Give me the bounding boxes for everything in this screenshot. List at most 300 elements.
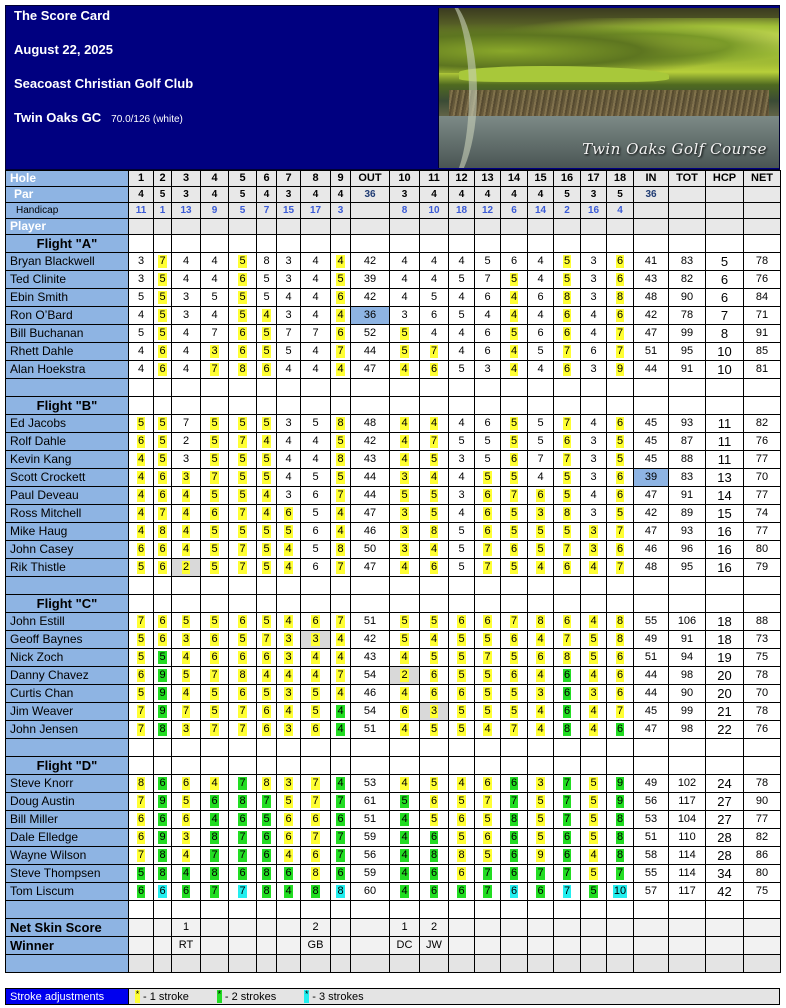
- empty-cell: [501, 379, 528, 397]
- score: 4: [182, 363, 190, 375]
- adjusted-score: 6: [337, 327, 344, 339]
- green-swatch-icon: *: [217, 990, 222, 1003]
- adjusted-score: 4: [401, 435, 408, 447]
- score-cell: [554, 685, 581, 703]
- skin-winner: [351, 937, 390, 955]
- score-cell: [154, 865, 172, 883]
- score: 3: [285, 255, 292, 267]
- empty-cell: [449, 739, 475, 757]
- empty-cell: [172, 379, 201, 397]
- score-cell: [257, 361, 277, 379]
- skin-count: [201, 919, 229, 937]
- score-cell: [201, 415, 229, 433]
- score-cell: [277, 559, 301, 577]
- score: 4: [285, 363, 292, 375]
- score-cell: [277, 289, 301, 307]
- score-cell: [154, 883, 172, 901]
- course-rating: 70.0/126 (white): [111, 114, 183, 125]
- score-cell: [129, 487, 154, 505]
- net-score: 84: [744, 289, 781, 307]
- score: 5: [537, 435, 544, 447]
- adjusted-score: 5: [159, 309, 166, 321]
- adjusted-score: 7: [211, 363, 218, 375]
- par-value: [706, 187, 744, 203]
- par-value: 4: [129, 187, 154, 203]
- empty-cell: [301, 577, 331, 595]
- adjusted-score: 5: [211, 417, 218, 429]
- empty-cell: [581, 379, 607, 397]
- player-row: [6, 703, 781, 721]
- score-cell: [201, 307, 229, 325]
- spacer-row: [6, 739, 781, 757]
- adjusted-score: 7: [510, 615, 518, 627]
- score-cell: [554, 469, 581, 487]
- score-cell: [607, 667, 634, 685]
- empty-cell: [301, 235, 331, 253]
- adjusted-score: 7: [239, 849, 246, 861]
- empty-cell: [501, 757, 528, 775]
- adjusted-score: 5: [510, 525, 518, 537]
- score-cell: [607, 793, 634, 811]
- hole-number: 17: [581, 171, 607, 187]
- empty-cell: [528, 595, 554, 613]
- score-cell: [129, 631, 154, 649]
- score-cell: [501, 649, 528, 667]
- adjusted-score: 6: [484, 525, 491, 537]
- empty-cell: [449, 379, 475, 397]
- player-row: [6, 361, 781, 379]
- score-cell: [390, 613, 420, 631]
- adjusted-score: 7: [616, 705, 624, 717]
- adjusted-score: 5: [430, 723, 438, 735]
- adjusted-score: 8: [159, 723, 166, 735]
- empty-cell: [201, 757, 229, 775]
- adjusted-score: 6: [484, 489, 491, 501]
- net-score: 85: [744, 343, 781, 361]
- adjusted-score: 8: [616, 615, 624, 627]
- empty-cell: [390, 235, 420, 253]
- score-cell: [420, 433, 449, 451]
- score-cell: [581, 559, 607, 577]
- empty-cell: [634, 739, 669, 757]
- score-cell: [277, 685, 301, 703]
- score-cell: [154, 685, 172, 703]
- adjusted-score: 6: [182, 813, 190, 825]
- empty-cell: [129, 757, 154, 775]
- par-row: [6, 187, 781, 203]
- skin-winner: [581, 937, 607, 955]
- empty-cell: [420, 379, 449, 397]
- score-cell: [475, 847, 501, 865]
- adjusted-score: 7: [563, 633, 571, 645]
- empty-cell: [634, 955, 669, 973]
- empty-cell: [331, 235, 351, 253]
- adjusted-score: 5: [159, 435, 166, 447]
- score-cell: [331, 451, 351, 469]
- adjusted-score: 6: [285, 867, 292, 879]
- player-row: [6, 883, 781, 901]
- score-cell: [449, 883, 475, 901]
- adjusted-score: 8: [616, 813, 624, 825]
- empty-cell: [669, 739, 706, 757]
- adjusted-score: 6: [458, 813, 465, 825]
- score-cell: [390, 685, 420, 703]
- score-cell: [172, 883, 201, 901]
- in-total: 51: [634, 829, 669, 847]
- adjusted-score: 5: [537, 831, 544, 843]
- empty-cell: [257, 379, 277, 397]
- adjusted-score: 4: [401, 867, 408, 879]
- score: 4: [590, 309, 597, 321]
- score-cell: [449, 721, 475, 739]
- score-cell: [172, 847, 201, 865]
- out-total: 48: [351, 415, 390, 433]
- adjusted-score: 5: [401, 489, 408, 501]
- skin-count: 1: [172, 919, 201, 937]
- empty-cell: [229, 219, 257, 235]
- adjusted-score: 3: [312, 633, 319, 645]
- score-cell: [528, 361, 554, 379]
- empty-cell: [390, 595, 420, 613]
- skin-winner: [449, 937, 475, 955]
- score-cell: [201, 523, 229, 541]
- score-cell: [154, 793, 172, 811]
- adjusted-score: 6: [510, 849, 518, 861]
- par-value: 5: [607, 187, 634, 203]
- player-name: Rhett Dahle: [6, 343, 129, 361]
- net-score: 82: [744, 415, 781, 433]
- empty-cell: [669, 235, 706, 253]
- score-cell: [449, 703, 475, 721]
- score-cell: [229, 289, 257, 307]
- score-cell: [607, 469, 634, 487]
- out-total: 39: [351, 271, 390, 289]
- adjusted-score: 5: [137, 633, 145, 645]
- adjusted-score: 7: [563, 777, 571, 789]
- score-cell: [607, 271, 634, 289]
- course-name: Twin Oaks GC: [14, 110, 102, 125]
- adjusted-score: 5: [263, 417, 270, 429]
- score-cell: [277, 865, 301, 883]
- score-cell: [501, 685, 528, 703]
- par-value: 4: [420, 187, 449, 203]
- score-cell: [449, 415, 475, 433]
- score-cell: [301, 775, 331, 793]
- score: 4: [211, 309, 218, 321]
- adjusted-score: 8: [616, 291, 624, 303]
- empty-cell: [420, 955, 449, 973]
- score-cell: [331, 829, 351, 847]
- player-name: Steve Knorr: [6, 775, 129, 793]
- empty-cell: [331, 219, 351, 235]
- adjusted-score: 3: [285, 723, 292, 735]
- net-skin-row: [6, 919, 781, 937]
- adjusted-score: 3: [590, 525, 597, 537]
- score: 5: [537, 417, 544, 429]
- par-value: 36: [351, 187, 390, 203]
- score-cell: [129, 343, 154, 361]
- adjusted-score: 5: [590, 867, 597, 879]
- adjusted-score: 5: [137, 867, 145, 879]
- score-cell: [449, 487, 475, 505]
- score-cell: [229, 865, 257, 883]
- score-cell: [607, 883, 634, 901]
- skin-count: [277, 919, 301, 937]
- empty-cell: [154, 595, 172, 613]
- empty-cell: [581, 757, 607, 775]
- player-name: Danny Chavez: [6, 667, 129, 685]
- adjusted-score: 4: [285, 615, 292, 627]
- hole-number: 15: [528, 171, 554, 187]
- in-total: 45: [634, 451, 669, 469]
- adjusted-score: 6: [239, 273, 246, 285]
- adjusted-score: 9: [616, 795, 624, 807]
- score-cell: [201, 847, 229, 865]
- empty-cell: [501, 955, 528, 973]
- empty-cell: [229, 757, 257, 775]
- empty-cell: [607, 739, 634, 757]
- adjusted-score: 6: [458, 867, 465, 879]
- adjusted-score: 8: [563, 291, 571, 303]
- skin-count: [706, 919, 744, 937]
- adjusted-score: 7: [312, 777, 319, 789]
- score: 7: [211, 327, 218, 339]
- score-cell: [528, 685, 554, 703]
- adjusted-score: 6: [430, 867, 438, 879]
- score-cell: [154, 433, 172, 451]
- score-cell: [172, 271, 201, 289]
- score-cell: [501, 415, 528, 433]
- skin-winner: [331, 937, 351, 955]
- score-cell: [201, 721, 229, 739]
- adjusted-score: 6: [137, 831, 145, 843]
- score-cell: [475, 271, 501, 289]
- empty-cell: [154, 235, 172, 253]
- adjusted-score: 5: [263, 471, 270, 483]
- score-cell: [277, 343, 301, 361]
- hole-number: 10: [390, 171, 420, 187]
- score-cell: [475, 865, 501, 883]
- score-cell: [475, 325, 501, 343]
- skin-count: [351, 919, 390, 937]
- score-cell: [554, 613, 581, 631]
- adjusted-score: 6: [239, 615, 246, 627]
- score: 4: [312, 435, 319, 447]
- adjusted-score: 8: [337, 543, 344, 555]
- out-total: 56: [351, 847, 390, 865]
- score-cell: [257, 613, 277, 631]
- score-cell: [172, 505, 201, 523]
- in-total: 46: [634, 541, 669, 559]
- score-cell: [475, 613, 501, 631]
- adjusted-score: 4: [285, 669, 292, 681]
- hole-number: 9: [331, 171, 351, 187]
- out-total: 44: [351, 343, 390, 361]
- empty-cell: [331, 901, 351, 919]
- empty-cell: [634, 219, 669, 235]
- skin-winner: [744, 937, 781, 955]
- score-cell: [554, 361, 581, 379]
- adjusted-score: 7: [137, 723, 145, 735]
- in-total: 53: [634, 811, 669, 829]
- player-row: [6, 847, 781, 865]
- adjusted-score: 6: [458, 687, 465, 699]
- empty-cell: [744, 397, 781, 415]
- adjusted-score: 4: [337, 705, 344, 717]
- score-cell: [154, 721, 172, 739]
- adjusted-score: 6: [563, 363, 571, 375]
- empty-cell: [475, 595, 501, 613]
- legend-two-strokes: * - 2 strokes: [217, 989, 277, 1003]
- out-total: 42: [351, 289, 390, 307]
- adjusted-score: 7: [159, 507, 166, 519]
- adjusted-score: 5: [590, 633, 597, 645]
- score-cell: [475, 361, 501, 379]
- score: 7: [182, 417, 190, 429]
- score-cell: [607, 703, 634, 721]
- out-total: 50: [351, 541, 390, 559]
- empty-cell: [201, 219, 229, 235]
- hole-handicap: 16: [581, 203, 607, 219]
- empty-cell: [634, 757, 669, 775]
- score: 5: [458, 363, 465, 375]
- empty-cell: [554, 595, 581, 613]
- adjusted-score: 5: [337, 471, 344, 483]
- adjusted-score: 5: [510, 507, 518, 519]
- adjusted-score: 6: [159, 615, 166, 627]
- adjusted-score: 6: [137, 543, 145, 555]
- score-cell: [257, 487, 277, 505]
- adjusted-score: 5: [263, 687, 270, 699]
- adjusted-score: 5: [159, 417, 166, 429]
- score-cell: [301, 667, 331, 685]
- adjusted-score: 4: [263, 507, 270, 519]
- score-cell: [501, 829, 528, 847]
- empty-cell: [154, 379, 172, 397]
- adjusted-score: 5: [430, 615, 438, 627]
- score-cell: [390, 325, 420, 343]
- player-handicap: 5: [706, 253, 744, 271]
- adjusted-score: 6: [616, 687, 624, 699]
- total-score: 91: [669, 631, 706, 649]
- score-cell: [172, 253, 201, 271]
- adjusted-score: 8: [337, 417, 344, 429]
- score-cell: [475, 307, 501, 325]
- hole-handicap: [351, 203, 390, 219]
- adjusted-score: 6: [458, 885, 465, 897]
- hole-handicap: 6: [501, 203, 528, 219]
- total-score: 110: [669, 829, 706, 847]
- score-cell: [257, 847, 277, 865]
- spacer-label: [6, 577, 129, 595]
- adjusted-score: 8: [458, 849, 465, 861]
- score-cell: [420, 721, 449, 739]
- player-handicap: 24: [706, 775, 744, 793]
- player-handicap: 11: [706, 433, 744, 451]
- skin-count: [744, 919, 781, 937]
- adjusted-score: 5: [484, 669, 491, 681]
- score: 7: [312, 327, 319, 339]
- empty-cell: [554, 901, 581, 919]
- empty-cell: [706, 577, 744, 595]
- spacer-label: [6, 379, 129, 397]
- score-cell: [501, 289, 528, 307]
- score-cell: [257, 433, 277, 451]
- score-cell: [501, 505, 528, 523]
- adjusted-score: 5: [137, 687, 145, 699]
- score-cell: [201, 289, 229, 307]
- adjusted-score: 6: [159, 813, 166, 825]
- total-score: 99: [669, 703, 706, 721]
- adjusted-score: 7: [484, 867, 491, 879]
- score: 4: [537, 273, 544, 285]
- out-total: 44: [351, 469, 390, 487]
- adjusted-score: 4: [337, 255, 344, 267]
- empty-cell: [706, 219, 744, 235]
- player-handicap: 14: [706, 487, 744, 505]
- in-total: 47: [634, 487, 669, 505]
- adjusted-score: 5: [182, 795, 190, 807]
- score-cell: [581, 667, 607, 685]
- player-row: [6, 271, 781, 289]
- adjusted-score: 6: [510, 777, 518, 789]
- adjusted-score: 7: [182, 705, 190, 717]
- adjusted-score: 5: [458, 633, 465, 645]
- score-cell: [420, 811, 449, 829]
- adjusted-score: 5: [430, 453, 438, 465]
- player-row: [6, 307, 781, 325]
- empty-cell: [351, 739, 390, 757]
- score-cell: [554, 433, 581, 451]
- score-cell: [501, 883, 528, 901]
- score: 5: [137, 291, 145, 303]
- score: 4: [285, 453, 292, 465]
- score-cell: [154, 559, 172, 577]
- empty-cell: [154, 219, 172, 235]
- adjusted-score: 5: [159, 291, 166, 303]
- par-value: 4: [331, 187, 351, 203]
- empty-cell: [449, 577, 475, 595]
- adjusted-score: 6: [137, 885, 145, 897]
- score-cell: [154, 361, 172, 379]
- empty-cell: [554, 379, 581, 397]
- adjusted-score: 3: [590, 687, 597, 699]
- player-name: Bill Buchanan: [6, 325, 129, 343]
- score-cell: [257, 631, 277, 649]
- empty-cell: [475, 757, 501, 775]
- score-cell: [229, 793, 257, 811]
- score-cell: [154, 325, 172, 343]
- adjusted-score: 5: [484, 471, 491, 483]
- empty-cell: [154, 397, 172, 415]
- net-score: 77: [744, 523, 781, 541]
- empty-cell: [154, 901, 172, 919]
- player-handicap: 16: [706, 523, 744, 541]
- adjusted-score: 6: [211, 651, 218, 663]
- adjusted-score: 5: [430, 489, 438, 501]
- empty-cell: [554, 577, 581, 595]
- empty-cell: [449, 235, 475, 253]
- score: 4: [182, 255, 190, 267]
- adjusted-score: 6: [537, 885, 544, 897]
- empty-cell: [501, 397, 528, 415]
- adjusted-score: 7: [337, 831, 344, 843]
- score-cell: [581, 811, 607, 829]
- adjusted-score: 7: [563, 345, 571, 357]
- skin-count: [669, 919, 706, 937]
- empty-cell: [744, 901, 781, 919]
- adjusted-score: 7: [537, 867, 544, 879]
